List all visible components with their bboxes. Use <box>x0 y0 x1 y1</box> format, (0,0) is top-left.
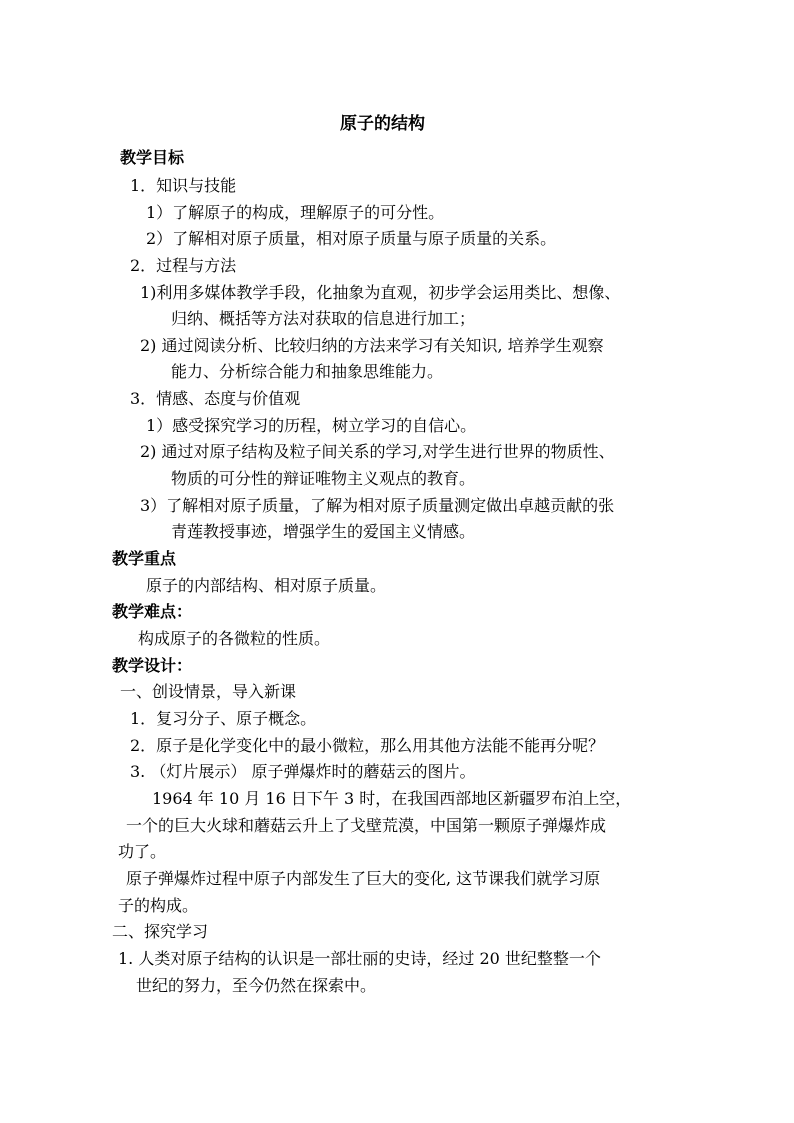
goals-s2-item-2-line-2: 能力、分析综合能力和抽象思维能力。 <box>171 362 444 381</box>
goals-s3-item-3-line-2: 青莲教授事迹，增强学生的爱国主义情感。 <box>171 522 476 541</box>
design-paragraph-1-line-3: 功了。 <box>118 842 167 861</box>
goals-section-1-label: 1．知识与技能 <box>130 176 237 195</box>
design-part-1-item-3: 3. （灯片展示） 原子弹爆炸时的蘑菇云的图片。 <box>130 762 476 781</box>
difficulty-text: 构成原子的各微粒的性质。 <box>138 629 331 648</box>
goals-section-3-label: 3．情感、态度与价值观 <box>130 389 301 408</box>
design-part-1-item-1: 1．复习分子、原子概念。 <box>130 709 317 728</box>
design-paragraph-2-line-1: 原子弹爆炸过程中原子内部发生了巨大的变化, 这节课我们就学习原 <box>126 869 601 888</box>
goals-section-2-label: 2．过程与方法 <box>130 256 237 275</box>
design-part-1-item-2: 2．原子是化学变化中的最小微粒，那么用其他方法能不能再分呢？ <box>130 736 605 755</box>
goals-s2-item-2-line-1: 2) 通过阅读分析、比较归纳的方法来学习有关知识, 培养学生观察 <box>140 336 604 355</box>
goals-s3-item-3-line-1: 3）了解相对原子质量，了解为相对原子质量测定做出卓越贡献的张 <box>140 496 615 515</box>
design-part-1-label: 一、创设情景，导入新课 <box>120 682 297 701</box>
key-points-heading: 教学重点 <box>112 549 177 568</box>
key-points-text: 原子的内部结构、相对原子质量。 <box>146 576 387 595</box>
design-paragraph-2-line-2: 子的构成。 <box>118 896 199 915</box>
goals-s1-item-2: 2）了解相对原子质量，相对原子质量与原子质量的关系。 <box>146 229 557 248</box>
goals-s2-item-1-line-2: 归纳、概括等方法对获取的信息进行加工； <box>171 309 476 328</box>
goals-s3-item-2-line-1: 2) 通过对原子结构及粒子间关系的学习,对学生进行世界的物质性、 <box>140 442 615 461</box>
goals-heading: 教学目标 <box>120 148 185 167</box>
design-heading: 教学设计： <box>112 656 193 675</box>
design-paragraph-1-line-2: 一个的巨大火球和蘑菇云升上了戈壁荒漠，中国第一颗原子弹爆炸成 <box>126 816 607 835</box>
design-paragraph-1-line-1: 1964 年 10 月 16 日下午 3 时，在我国西部地区新疆罗布泊上空， <box>152 789 632 808</box>
design-part-2-item-1-line-2: 世纪的努力，至今仍然在探索中。 <box>136 976 377 995</box>
design-part-2-item-1-line-1: 1. 人类对原子结构的认识是一部壮丽的史诗，经过 20 世纪整整一个 <box>118 949 601 968</box>
goals-s1-item-1: 1）了解原子的构成，理解原子的可分性。 <box>146 203 445 222</box>
goals-s3-item-2-line-2: 物质的可分性的辩证唯物主义观点的教育。 <box>171 469 476 488</box>
page-title: 原子的结构 <box>340 114 425 134</box>
design-part-2-label: 二、探究学习 <box>112 922 209 941</box>
goals-s2-item-1-line-1: 1)利用多媒体教学手段，化抽象为直观，初步学会运用类比、想像、 <box>140 283 621 302</box>
difficulty-heading: 教学难点： <box>112 602 193 621</box>
goals-s3-item-1: 1）感受探究学习的历程，树立学习的自信心。 <box>146 416 477 435</box>
